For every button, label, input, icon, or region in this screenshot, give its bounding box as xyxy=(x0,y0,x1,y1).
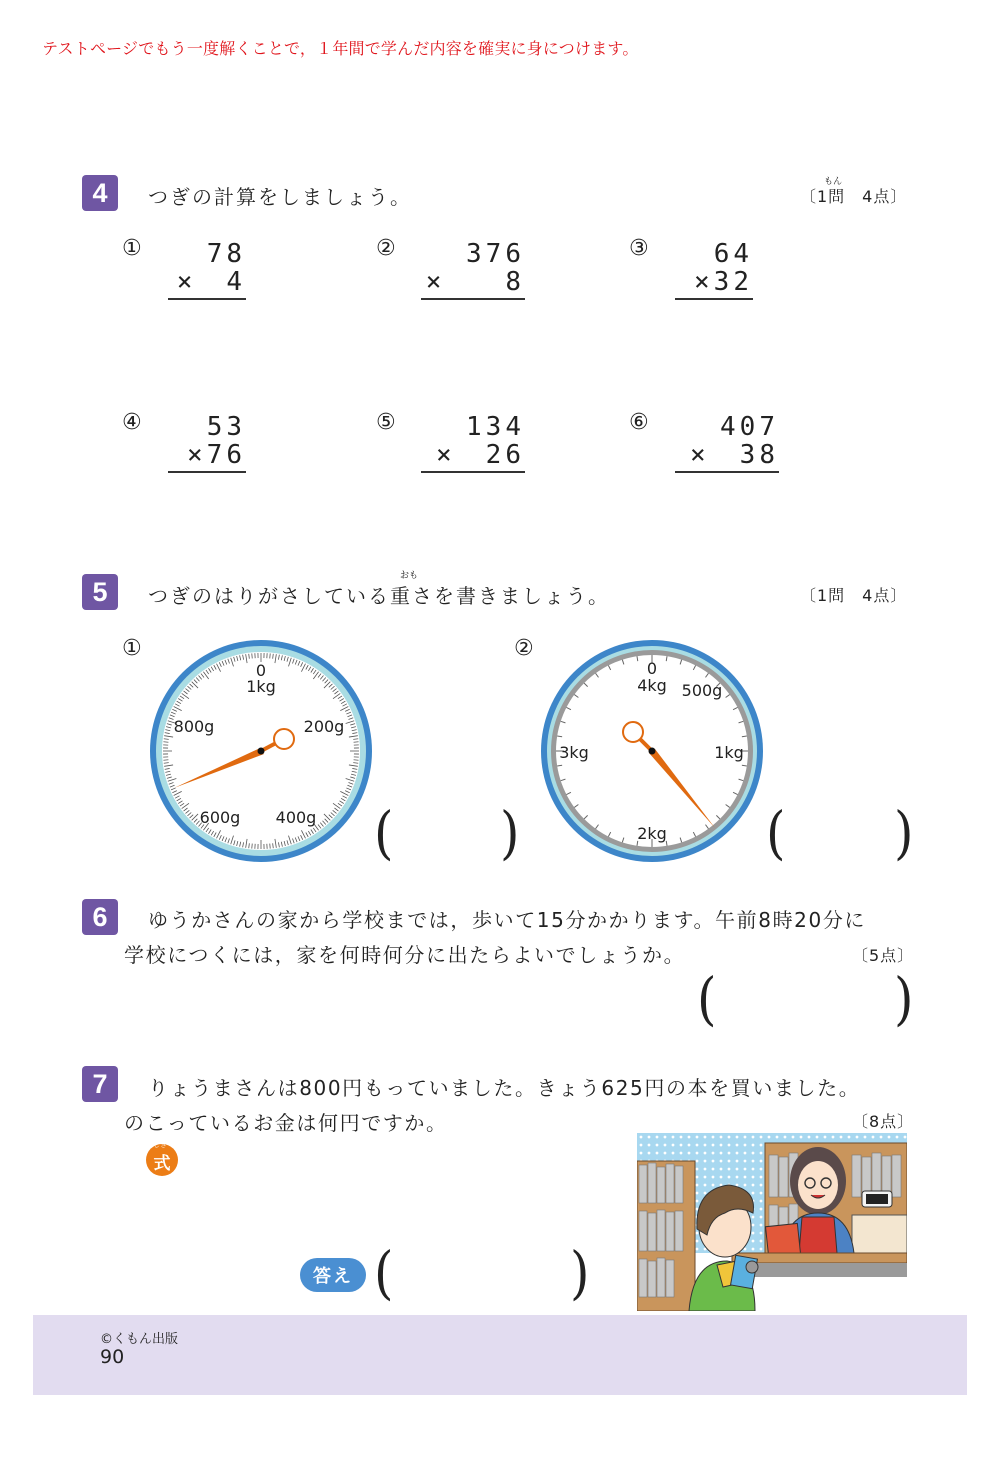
dial2-4kg: 4kg xyxy=(637,676,667,695)
problem-4-top: 53 xyxy=(206,412,246,442)
question-5-instruction: つぎのはりがさしている重さを書きましょう。 xyxy=(148,584,610,608)
problem-label-2: ② xyxy=(376,236,396,261)
scale-label-1: ① xyxy=(122,636,142,661)
answer-paren-open-2: ( xyxy=(766,799,786,867)
problem-4-bottom: ×76 xyxy=(168,441,246,473)
scale-dial-2 xyxy=(537,636,767,866)
problem-6-bottom: × 38 xyxy=(675,441,779,473)
problem-5-top: 134 xyxy=(466,412,525,442)
problem-6 xyxy=(675,413,779,473)
problem-label-1: ① xyxy=(122,236,142,261)
problem-1-bottom: × 4 xyxy=(168,268,246,300)
problem-2-top: 376 xyxy=(466,239,525,269)
question-4-badge: 4 xyxy=(82,175,118,211)
answer-paren-close-q6: ) xyxy=(894,965,914,1033)
dial2-zero: 0 xyxy=(646,659,658,678)
problem-label-5: ⑤ xyxy=(376,410,396,435)
question-7-badge: 7 xyxy=(82,1066,118,1102)
problem-1 xyxy=(168,240,246,300)
problem-1-top: 78 xyxy=(206,239,246,269)
question-6-points: 〔5点〕 xyxy=(852,946,915,965)
bookstore-illustration xyxy=(637,1133,907,1311)
copyright: ©くもん出版 xyxy=(100,1332,179,1347)
dial2-500g: 500g xyxy=(681,681,723,700)
problem-3-top: 64 xyxy=(713,239,753,269)
answer-paren-open-q7: ( xyxy=(374,1239,394,1307)
dial1-400g: 400g xyxy=(275,808,317,827)
problem-5-bottom: × 26 xyxy=(421,441,525,473)
weight-ruby: おも xyxy=(400,571,419,581)
question-6-line2: 学校につくには，家を何時何分に出たらよいでしょうか。 xyxy=(124,943,686,967)
answer-paren-close-q7: ) xyxy=(570,1239,590,1307)
problem-label-4: ④ xyxy=(122,410,142,435)
question-5-points: 〔1問 4点〕 xyxy=(800,586,908,605)
question-6-badge: 6 xyxy=(82,899,118,935)
dial2-2kg: 2kg xyxy=(637,824,667,843)
formula-area[interactable] xyxy=(190,1144,610,1234)
answer-field-scale-1[interactable] xyxy=(392,812,496,862)
page-number: 90 xyxy=(100,1346,125,1368)
problem-5 xyxy=(421,413,525,473)
problem-2-bottom: × 8 xyxy=(421,268,525,300)
problem-2 xyxy=(421,240,525,300)
problem-6-top: 407 xyxy=(720,412,779,442)
answer-paren-open-1: ( xyxy=(374,799,394,867)
scale-label-2: ② xyxy=(514,636,534,661)
dial2-1kg: 1kg xyxy=(714,743,744,762)
problem-label-6: ⑥ xyxy=(629,410,649,435)
answer-field-q7[interactable] xyxy=(394,1252,566,1302)
question-7-line2: のこっているお金は何円ですか。 xyxy=(124,1111,448,1135)
problem-3-bottom: ×32 xyxy=(675,268,753,300)
points-ruby: もん xyxy=(824,177,843,187)
shiki-ruby: しき xyxy=(153,1141,167,1149)
answer-paren-close-2: ) xyxy=(894,799,914,867)
scale-dial-1 xyxy=(146,636,376,866)
question-7-line1: りょうまさんは800円もっていました。きょう625円の本を買いました。 xyxy=(148,1076,861,1100)
problem-3 xyxy=(675,240,753,300)
dial1-600g: 600g xyxy=(199,808,241,827)
question-6-line1: ゆうかさんの家から学校までは，歩いて15分かかります。午前8時20分に xyxy=(148,908,867,932)
answer-field-scale-2[interactable] xyxy=(784,812,890,862)
answer-field-q6[interactable] xyxy=(716,978,890,1028)
dial2-3kg: 3kg xyxy=(559,743,589,762)
question-5-badge: 5 xyxy=(82,574,118,610)
answer-paren-open-q6: ( xyxy=(697,965,717,1033)
answer-paren-close-1: ) xyxy=(500,799,520,867)
question-4-instruction: つぎの計算をしましょう。 xyxy=(148,185,412,209)
dial1-1kg: 1kg xyxy=(246,677,276,696)
dial1-800g: 800g xyxy=(173,717,215,736)
dial1-200g: 200g xyxy=(303,717,345,736)
dial1-zero: 0 xyxy=(255,661,267,680)
answer-badge: 答え xyxy=(300,1258,366,1292)
problem-label-3: ③ xyxy=(629,236,649,261)
footer-band xyxy=(33,1315,967,1395)
problem-4 xyxy=(168,413,246,473)
shiki-label: 式 xyxy=(153,1154,171,1174)
question-7-points: 〔8点〕 xyxy=(852,1112,915,1131)
banner-text: テストページでもう一度解くことで，１年間で学んだ内容を確実に身につけます。 xyxy=(42,39,639,58)
question-4-points: 〔1問 4点〕 xyxy=(800,187,908,206)
